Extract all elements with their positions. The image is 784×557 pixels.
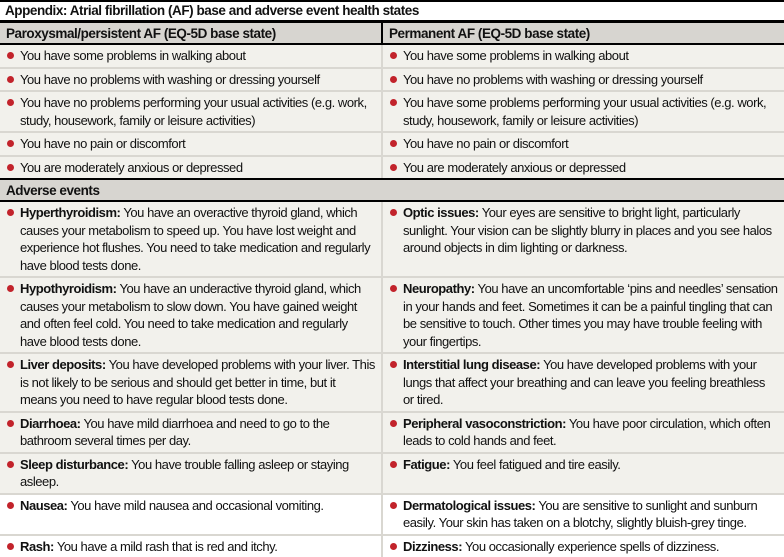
bullet-icon [7,99,14,106]
bullet-icon [390,140,397,147]
adverse-event-cell-right [383,413,784,452]
adverse-event-text [403,415,778,450]
base-state-text: You have no pain or discomfort [403,135,778,153]
adverse-event-desc: You occasionally experience spells of dizziness. [465,539,719,554]
adverse-event-text [20,415,375,450]
adverse-event-desc: Your eyes are sensitive to bright light, particularly sunlight. Your vision can be slightly blurry in places and you see halos around objects in dim lighting or darkness. [403,205,772,255]
adverse-event-row [0,354,784,413]
adverse-event-text [403,204,778,257]
adverse-event-text [403,280,778,350]
adverse-event-desc: You have developed problems with your lungs that affect your breathing and can leave you feeling breathless or tired. [403,357,765,407]
base-state-cell-right [383,157,784,179]
adverse-event-term: Dizziness: [403,539,462,554]
base-state-cell-left [0,92,383,131]
page-title: Appendix: Atrial fibrillation (AF) base and adverse event health states [0,0,784,23]
adverse-event-row [0,413,784,454]
bullet-icon [390,361,397,368]
adverse-event-term: Rash: [20,539,54,554]
adverse-event-term: Optic issues: [403,205,479,220]
base-state-text: You have no problems with washing or dressing yourself [403,71,778,89]
adverse-event-term: Peripheral vasoconstriction: [403,416,566,431]
adverse-event-cell-left [0,413,383,452]
adverse-event-term: Liver deposits: [20,357,106,372]
adverse-event-term: Hypothyroidism: [20,281,117,296]
adverse-event-desc: You have mild diarrhoea and need to go to the bathroom several times per day. [20,416,329,449]
base-state-row [0,45,784,69]
base-state-text: You have no pain or discomfort [20,135,375,153]
base-state-text: You have some problems in walking about [20,47,375,65]
adverse-event-desc: You have an underactive thyroid gland, which causes your metabolism to slow down. You have gained weight and often feel cold. You need to take medication and regularly have blood tests done. [20,281,361,349]
adverse-event-term: Sleep disturbance: [20,457,128,472]
adverse-event-cell-left [0,495,383,534]
adverse-event-cell-left [0,454,383,493]
adverse-event-desc: You have an uncomfortable ‘pins and needles’ sensation in your hands and feet. Sometimes it can be a painful tingling that can be sensitive to touch. Other times you may have trouble feeling with your fingertips. [403,281,778,349]
adverse-event-text [403,538,778,556]
adverse-event-text [20,497,375,515]
adverse-event-term: Neuropathy: [403,281,475,296]
bullet-icon [7,461,14,468]
bullet-icon [390,76,397,83]
adverse-event-cell-right [383,536,784,557]
adverse-event-desc: You have developed problems with your liver. This is not likely to be serious and should get better in time, but it means you need to have regular blood tests done. [20,357,375,407]
bullet-icon [390,52,397,59]
adverse-event-cell-right [383,354,784,411]
base-state-row [0,92,784,133]
adverse-event-term: Fatigue: [403,457,450,472]
bullet-icon [390,209,397,216]
adverse-event-cell-right [383,495,784,534]
bullet-icon [7,76,14,83]
base-state-text: You have no problems performing your usual activities (e.g. work, study, housework, family or leisure activities) [20,94,375,129]
bullet-icon [7,502,14,509]
adverse-event-row [0,495,784,536]
adverse-event-cell-right [383,278,784,352]
bullet-icon [390,285,397,292]
adverse-event-term: Hyperthyroidism: [20,205,120,220]
bullet-icon [390,543,397,550]
base-state-cell-left [0,157,383,179]
adverse-event-row [0,454,784,495]
adverse-event-text [20,538,375,556]
adverse-event-row [0,202,784,278]
bullet-icon [390,461,397,468]
bullet-icon [7,285,14,292]
base-state-cell-left [0,69,383,91]
base-state-cell-right [383,133,784,155]
adverse-event-cell-left [0,278,383,352]
adverse-event-desc: You are sensitive to sunlight and sunburn easily. Your skin has taken on a blotchy, slightly bluish-grey tinge. [403,498,757,531]
adverse-event-term: Dermatological issues: [403,498,535,513]
adverse-event-cell-left [0,536,383,557]
column-header-paroxysmal: Paroxysmal/persistent AF (EQ-5D base state) [0,23,383,43]
adverse-event-text [20,356,375,409]
base-state-cell-left [0,45,383,67]
base-state-row [0,157,784,179]
adverse-events-header: Adverse events [0,180,784,202]
bullet-icon [390,502,397,509]
adverse-event-desc: You have an overactive thyroid gland, which causes your metabolism to speed up. You have lost weight and experience hot flushes. You need to take medication and regularly have blood tests done. [20,205,370,273]
adverse-event-desc: You feel fatigued and tire easily. [453,457,621,472]
base-state-cell-right [383,92,784,131]
column-header-permanent: Permanent AF (EQ-5D base state) [383,23,784,43]
adverse-event-desc: You have trouble falling asleep or staying asleep. [20,457,349,490]
bullet-icon [390,99,397,106]
adverse-event-desc: You have mild nausea and occasional vomiting. [70,498,323,513]
adverse-event-text [403,356,778,409]
base-state-text: You have some problems in walking about [403,47,778,65]
bullet-icon [7,52,14,59]
base-state-text: You have some problems performing your usual activities (e.g. work, study, housework, family or leisure activities) [403,94,778,129]
bullet-icon [7,164,14,171]
base-state-cell-right [383,45,784,67]
adverse-event-row [0,536,784,557]
base-state-cell-left [0,133,383,155]
adverse-event-cell-right [383,202,784,276]
base-state-section [0,45,784,180]
adverse-event-text [403,497,778,532]
bullet-icon [390,420,397,427]
base-state-row [0,133,784,157]
bullet-icon [7,543,14,550]
base-state-row [0,69,784,93]
adverse-event-text [403,456,778,474]
adverse-event-term: Nausea: [20,498,67,513]
base-state-column-headers [0,23,784,45]
base-state-text: You have no problems with washing or dressing yourself [20,71,375,89]
base-state-text: You are moderately anxious or depressed [403,159,778,177]
adverse-event-text [20,280,375,350]
adverse-event-cell-right [383,454,784,493]
adverse-event-desc: You have poor circulation, which often leads to cold hands and feet. [403,416,770,449]
adverse-event-term: Diarrhoea: [20,416,81,431]
adverse-event-cell-left [0,354,383,411]
adverse-event-text [20,204,375,274]
bullet-icon [390,164,397,171]
adverse-event-text [20,456,375,491]
base-state-text: You are moderately anxious or depressed [20,159,375,177]
adverse-events-section [0,202,784,557]
adverse-event-term: Interstitial lung disease: [403,357,540,372]
bullet-icon [7,420,14,427]
bullet-icon [7,361,14,368]
adverse-event-row [0,278,784,354]
adverse-event-cell-left [0,202,383,276]
bullet-icon [7,140,14,147]
base-state-cell-right [383,69,784,91]
adverse-event-desc: You have a mild rash that is red and itchy. [57,539,278,554]
bullet-icon [7,209,14,216]
